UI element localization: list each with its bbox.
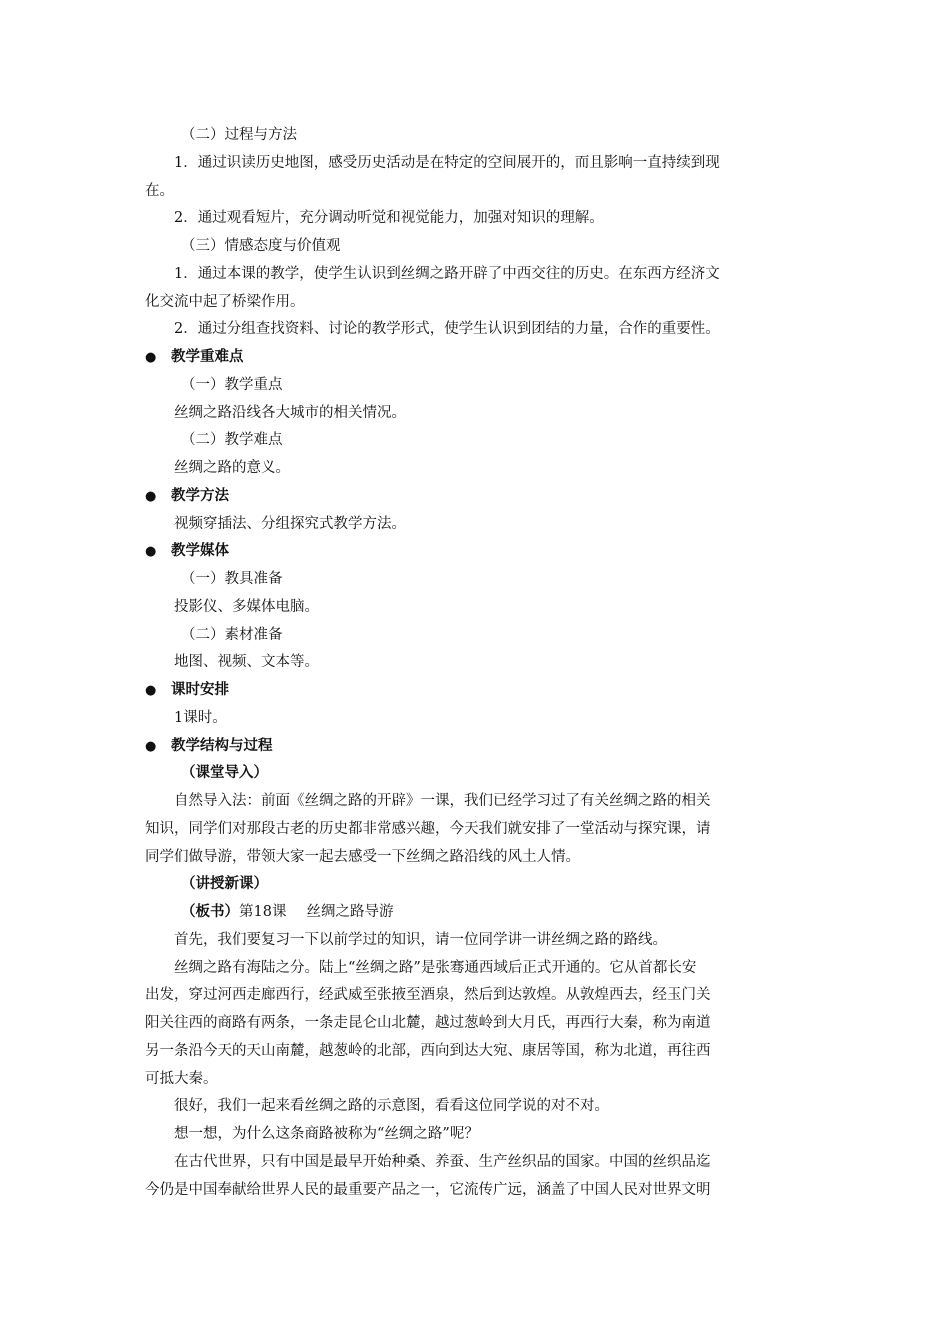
subheading-new-lesson: （讲授新课） <box>181 876 268 893</box>
paragraph-continuation: 化交流中起了桥梁作用。 <box>145 293 305 310</box>
paragraph: 丝绸之路的意义。 <box>174 460 290 476</box>
section-heading: ● 教学媒体 <box>145 538 807 566</box>
document-body <box>145 122 807 1204</box>
paragraph: 想一想，为什么这条商路被称为“丝绸之路”呢？ <box>174 1126 479 1142</box>
paragraph-continuation: 今仍是中国奉献给世界人民的最重要产品之一，它流传广远，涵盖了中国人民对世界文明 <box>145 1181 711 1198</box>
subheading: （二）教学难点 <box>181 432 283 449</box>
subheading-process-methods: （二）过程与方法 <box>181 127 297 143</box>
paragraph-continuation: 在。 <box>145 182 174 199</box>
blackboard-title: （板书）第18课 丝绸之路导游 <box>181 904 394 920</box>
paragraph: 1课时。 <box>174 709 227 726</box>
paragraph-continuation: 另一条沿今天的天山南麓，越葱岭的北部，西向到达大宛、康居等国，称为北道，再往西 <box>145 1042 711 1059</box>
paragraph-continuation: 可抵大秦。 <box>145 1070 218 1087</box>
paragraph: 2．通过分组查找资料、讨论的教学形式，使学生认识到团结的力量，合作的重要性。 <box>174 321 720 338</box>
section-heading: ● 教学方法 <box>145 483 807 511</box>
bullet-icon: ● <box>145 350 157 365</box>
paragraph-continuation: 同学们做导游，带领大家一起去感受一下丝绸之路沿线的风土人情。 <box>145 848 580 865</box>
paragraph-continuation: 阳关往西的商路有两条，一条走昆仑山北麓，越过葱岭到大月氏，再西行大秦，称为南道 <box>145 1015 711 1031</box>
section-heading: ● 教学结构与过程 <box>145 733 807 761</box>
section-heading: ● 教学重难点 <box>145 344 807 372</box>
paragraph: 投影仪、多媒体电脑。 <box>174 598 319 615</box>
paragraph: 自然导入法：前面《丝绸之路的开辟》一课，我们已经学习过了有关丝绸之路的相关 <box>174 793 711 809</box>
paragraph: 首先，我们要复习一下以前学过的知识，请一位同学讲一讲丝绸之路的路线。 <box>174 931 667 948</box>
subheading-class-intro: （课堂导入） <box>181 765 268 782</box>
paragraph: 地图、视频、文本等。 <box>174 654 319 671</box>
subheading: （一）教学重点 <box>181 376 283 393</box>
paragraph: 2．通过观看短片，充分调动听觉和视觉能力，加强对知识的理解。 <box>174 210 604 227</box>
paragraph-continuation: 出发，穿过河西走廊西行，经武威至张掖至酒泉，然后到达敦煌。从敦煌西去，经玉门关 <box>145 987 711 1004</box>
bullet-icon: ● <box>145 683 157 698</box>
paragraph: 丝绸之路沿线各大城市的相关情况。 <box>174 404 406 421</box>
paragraph: 在古代世界，只有中国是最早开始种桑、养蚕、生产丝织品的国家。中国的丝织品迄 <box>174 1153 711 1170</box>
paragraph: 1．通过识读历史地图，感受历史活动是在特定的空间展开的，而且影响一直持续到现 <box>174 154 720 171</box>
paragraph: 很好，我们一起来看丝绸之路的示意图，看看这位同学说的对不对。 <box>174 1098 609 1115</box>
bullet-icon: ● <box>145 544 157 560</box>
bullet-icon: ● <box>145 738 157 754</box>
paragraph: 视频穿插法、分组探究式教学方法。 <box>174 515 406 532</box>
paragraph: 丝绸之路有海陆之分。陆上“丝绸之路”是张骞通西域后正式开通的。它从首都长安 <box>174 959 697 976</box>
paragraph: 1．通过本课的教学，使学生认识到丝绸之路开辟了中西交往的历史。在东西方经济文 <box>174 265 720 282</box>
subheading: （二）素材准备 <box>181 626 283 643</box>
paragraph-continuation: 知识，同学们对那段古老的历史都非常感兴趣，今天我们就安排了一堂活动与探究课，请 <box>145 820 711 837</box>
subheading: （一）教具准备 <box>181 571 283 587</box>
subheading-attitudes-values: （三）情感态度与价值观 <box>181 238 341 254</box>
bullet-icon: ● <box>145 488 157 504</box>
section-heading: ● 课时安排 <box>145 677 807 705</box>
